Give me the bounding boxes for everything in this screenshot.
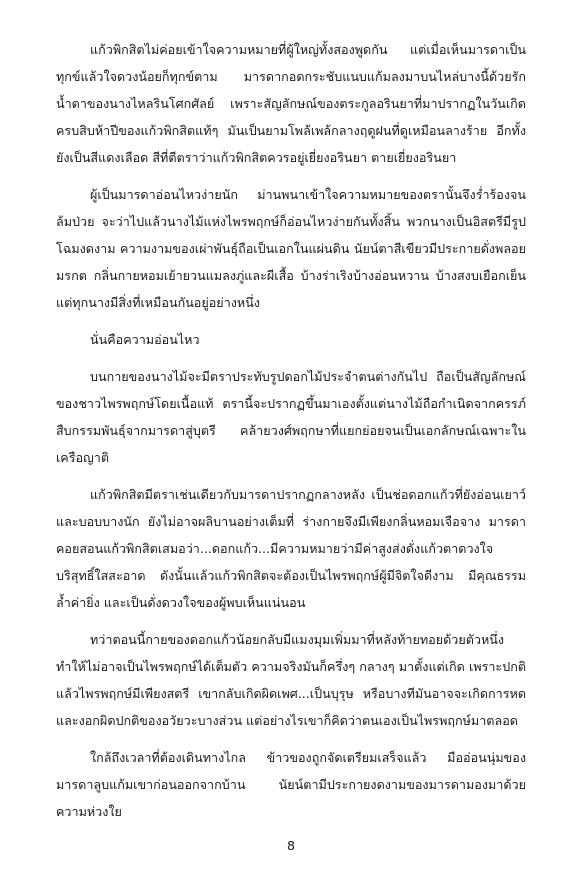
paragraph-4: บนกายของนางไม้จะมีตราประทับรูปดอกไม้ประจำตนต่างกันไป ถือเป็นสัญลักษณ์ของชาวไพรพฤกษ์โดยเนื้อแท้ ตรานี้จะปรากฏขึ้นมาเองตั้งแต่นางไม้ถือกำเนิดจากครรภ์ สืบกรรมพันธุ์จากมารดาสู่บุตรี คล้ายวงศ์พฤกษาที่แยกย่อยจนเป็นเอกลักษณ์เฉพาะในเครือญาติ — [56, 369, 526, 465]
paragraph-3: นั่นคือความอ่อนไหว — [90, 332, 200, 347]
body-text — [56, 36, 526, 835]
paragraph-6: ทว่าตอนนี้กายของดอกแก้วน้อยกลับมีแมงมุมเพิ่มมาที่หลังท้ายทอยด้วยตัวหนึ่ง ทำให้ไม่อาจเป็นไพรพฤกษ์ได้เต็มตัว ความจริงมันก็ครึ่งๆ กลางๆ มาตั้งแต่เกิด เพราะปกติแล้วไพรพฤกษ์มีเพียงสตรี เขากลับเกิดผิดเพศ...เป็นบุรุษ หรือบางทีมันอาจจะเกิดการหดและงอกผิดปกติของอวัยวะบางส่วน แต่อย่างไรเขาก็คิดว่าตนเองเป็นไพรพฤกษ์มาตลอด — [56, 632, 526, 728]
paragraph-7: ใกล้ถึงเวลาที่ต้องเดินทางไกล ข้าวของถูกจัดเตรียมเสร็จแล้ว มืออ่อนนุ่มของมารดาลูบแก้มเขาก่อนออกจากบ้าน นัยน์ตามีประกายงดงามของมารดามองมาด้วยความห่วงใย — [56, 750, 526, 819]
page-number: 8 — [286, 838, 295, 853]
paragraph-5: แก้วพิกสิตมีตราเช่นเดียวกับมารดาปรากฏกลางหลัง เป็นช่อดอกแก้วที่ยังอ่อนเยาว์และบอบบางนัก ยังไม่อาจผลิบานอย่างเต็มที่ ร่างกายจึงมีเพียงกลิ่นหอมเจือจาง มารดาคอยสอนแก้วพิกสิตเสมอว่า...ดอกแก้ว...มีความหมายว่ามีค่าสูงส่งดั่งแก้วตาดวงใจ บริสุทธิ์ใสสะอาด ดังนั้นแล้วแก้วพิกสิตจะต้องเป็นไพรพฤกษ์ผู้มีจิตใจดีงาม มีคุณธรรมล้ำค่ายิ่ง และเป็นดั่งดวงใจของผู้พบเห็นแน่นอน — [56, 487, 526, 610]
paragraph-1: แก้วพิกสิตไม่ค่อยเข้าใจความหมายที่ผู้ใหญ่ทั้งสองพูดกัน แต่เมื่อเห็นมารดาเป็นทุกข์แล้วใจดวงน้อยก็ทุกข์ตาม มารดากอดกระชับแนบแก้มลงมาบนไหล่บางนี้ด้วยรัก น้ำตาของนางไหลรินโศกศัลย์ เพราะสัญลักษณ์ของตระกูลอรินยาที่มาปรากฏในวันเกิดครบสิบห้าปีของแก้วพิกสิตแท้ๆ มันเป็นยามโพล้เพล้กลางฤดูฝนที่ดูเหมือนลางร้าย อีกทั้งยังเป็นสีแดงเลือด สีที่ตีตราว่าแก้วพิกสิตควรอยู่เยี่ยงอรินยา ตายเยี่ยงอรินยา — [56, 42, 526, 165]
paragraph-2: ผู้เป็นมารดาอ่อนไหวง่ายนัก ม่านพนาเข้าใจความหมายของตรานั้นจึงร่ำร้องจนล้มป่วย จะว่าไปแล้วนางไม้แห่งไพรพฤกษ์ก็อ่อนไหวง่ายกันทั้งสิ้น พวกนางเป็นอิสตรีมีรูปโฉมงดงาม ความงามของเผ่าพันธุ์ถือเป็นเอกในแผ่นดิน นัยน์ตาสีเขียวมีประกายดั่งพลอยมรกต กลิ่นกายหอมเย้ายวนแมลงภู่และผีเสื้อ บ้างร่าเริงบ้างอ่อนหวาน บ้างสงบเยือกเย็น แต่ทุกนางมีสิ่งที่เหมือนกันอยู่อย่างหนึ่ง — [56, 187, 526, 310]
